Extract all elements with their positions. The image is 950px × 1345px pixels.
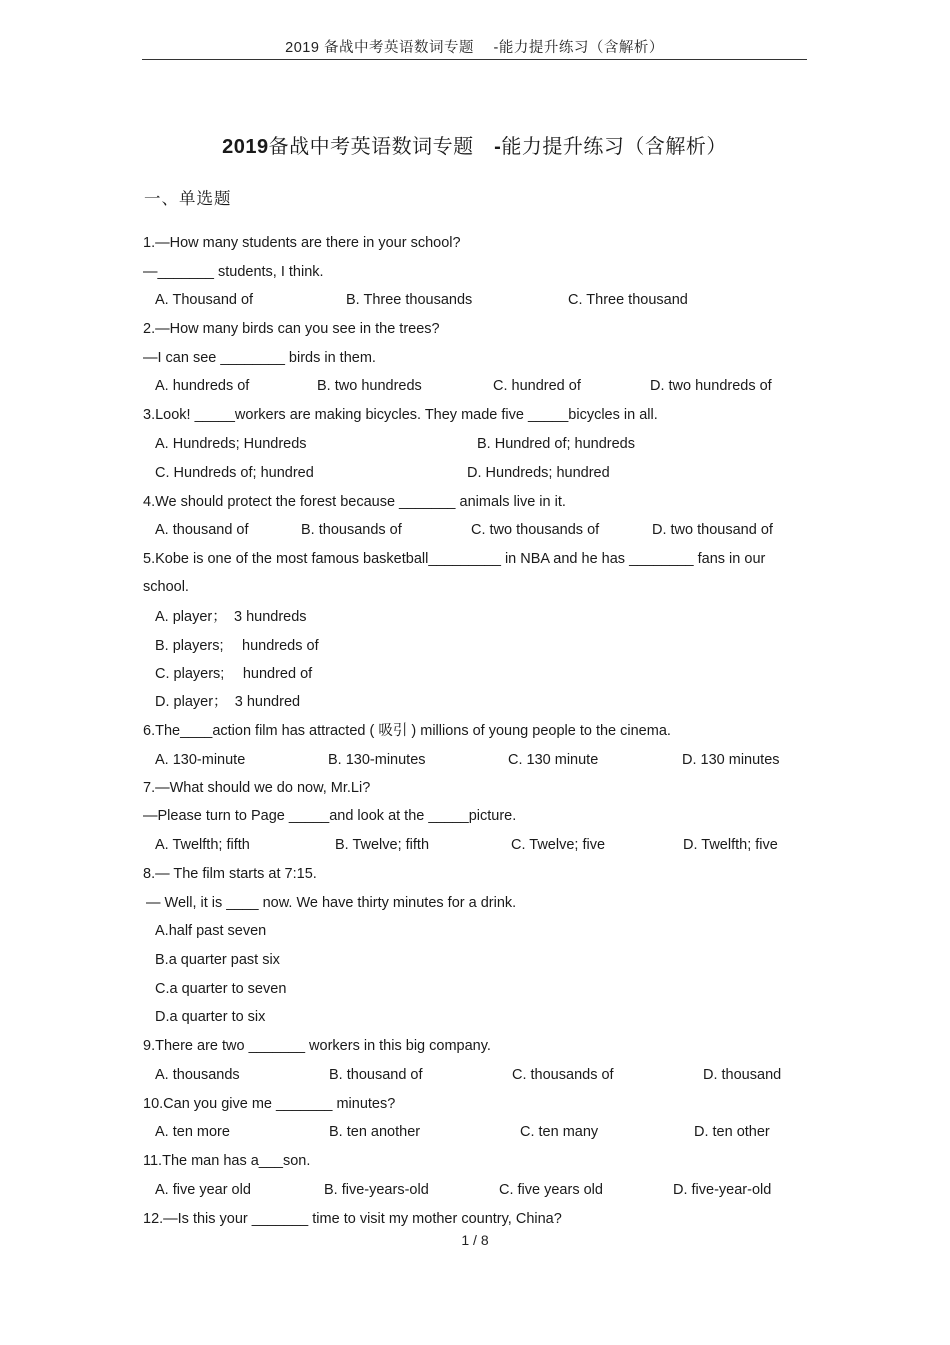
running-header: 2019 备战中考英语数词专题 -能力提升练习（含解析） — [285, 40, 664, 56]
question-7-stem: 7.—What should we do now, Mr.Li? — [143, 780, 371, 796]
q8-option-d[interactable]: D.a quarter to six — [155, 1009, 266, 1025]
q9-option-c[interactable]: C. thousands of — [512, 1067, 614, 1083]
q9-option-b[interactable]: B. thousand of — [329, 1067, 423, 1083]
q10-option-b[interactable]: B. ten another — [329, 1124, 421, 1140]
title-year: 2019 — [222, 136, 269, 158]
q8-option-a[interactable]: A.half past seven — [155, 923, 267, 939]
q3-option-d[interactable]: D. Hundreds; hundred — [467, 465, 610, 481]
q10-option-c[interactable]: C. ten many — [520, 1124, 599, 1140]
question-4-stem: 4.We should protect the forest because _______ animals live in it. — [143, 494, 566, 510]
question-12-stem: 12.—Is this your _______ time to visit my mother country, China? — [143, 1211, 562, 1227]
q1-option-b[interactable]: B. Three thousands — [346, 292, 473, 308]
q11-option-a[interactable]: A. five year old — [155, 1182, 251, 1198]
q11-option-d[interactable]: D. five-year-old — [673, 1182, 772, 1198]
q2-option-c[interactable]: C. hundred of — [493, 378, 581, 394]
title-subtitle: 能力提升练习（含解析） — [501, 136, 727, 158]
q3-option-b[interactable]: B. Hundred of; hundreds — [477, 436, 635, 452]
question-11-stem: 11.The man has a___son. — [143, 1153, 311, 1169]
q3-option-c[interactable]: C. Hundreds of; hundred — [155, 465, 314, 481]
question-6-stem: 6.The____action film has attracted ( 吸引 ) millions of young people to the cinema. — [143, 723, 671, 739]
q2-option-a[interactable]: A. hundreds of — [155, 378, 250, 394]
section-heading: 一、单选题 — [144, 190, 232, 208]
q9-option-d[interactable]: D. thousand — [703, 1067, 782, 1083]
q11-option-c[interactable]: C. five years old — [499, 1182, 603, 1198]
q5-option-a[interactable]: A. player； 3 hundreds — [155, 609, 307, 625]
q5-option-b[interactable]: B. players; hundreds of — [155, 638, 319, 654]
q10-option-a[interactable]: A. ten more — [155, 1124, 230, 1140]
question-5-stem-continued: school. — [143, 579, 189, 595]
question-5-stem: 5.Kobe is one of the most famous basketball_________ in NBA and he has ________ fans in our — [143, 551, 766, 567]
q10-option-d[interactable]: D. ten other — [694, 1124, 770, 1140]
q4-option-a[interactable]: A. thousand of — [155, 522, 249, 538]
q4-option-c[interactable]: C. two thousands of — [471, 522, 600, 538]
title-main: 备战中考英语数词专题 — [268, 136, 474, 158]
question-10-stem: 10.Can you give me _______ minutes? — [143, 1096, 396, 1112]
q7-option-a[interactable]: A. Twelfth; fifth — [155, 837, 250, 853]
q8-option-c[interactable]: C.a quarter to seven — [155, 981, 287, 997]
question-2-blank-line: —I can see ________ birds in them. — [143, 350, 376, 366]
q3-option-a[interactable]: A. Hundreds; Hundreds — [155, 436, 307, 452]
q7-option-b[interactable]: B. Twelve; fifth — [335, 837, 430, 853]
question-3-stem: 3.Look! _____workers are making bicycles. They made five _____bicycles in all. — [143, 407, 658, 423]
question-2-stem: 2.—How many birds can you see in the trees? — [143, 321, 440, 337]
q1-option-a[interactable]: A. Thousand of — [155, 292, 254, 308]
q6-option-d[interactable]: D. 130 minutes — [682, 752, 780, 768]
q4-option-b[interactable]: B. thousands of — [301, 522, 402, 538]
q6-option-b[interactable]: B. 130-minutes — [328, 752, 426, 768]
header-rule — [142, 59, 807, 60]
q6-option-a[interactable]: A. 130-minute — [155, 752, 246, 768]
q11-option-b[interactable]: B. five-years-old — [324, 1182, 429, 1198]
q8-option-b[interactable]: B.a quarter past six — [155, 952, 280, 968]
q7-option-d[interactable]: D. Twelfth; five — [683, 837, 778, 853]
q6-option-c[interactable]: C. 130 minute — [508, 752, 599, 768]
question-7-blank-line: —Please turn to Page _____and look at the _____picture. — [143, 808, 517, 824]
question-1-blank-line: —_______ students, I think. — [143, 264, 324, 280]
q9-option-a[interactable]: A. thousands — [155, 1067, 240, 1083]
q2-option-d[interactable]: D. two hundreds of — [650, 378, 772, 394]
question-8-blank-line: — Well, it is ____ now. We have thirty minutes for a drink. — [146, 895, 517, 911]
document-title — [142, 130, 807, 159]
question-1-stem: 1.—How many students are there in your school? — [143, 235, 461, 251]
page-number: 1 / 8 — [461, 1232, 489, 1248]
q5-option-d[interactable]: D. player； 3 hundred — [155, 694, 301, 710]
question-9-stem: 9.There are two _______ workers in this big company. — [143, 1038, 491, 1054]
q5-option-c[interactable]: C. players; hundred of — [155, 666, 313, 682]
q7-option-c[interactable]: C. Twelve; five — [511, 837, 606, 853]
question-8-stem: 8.— The film starts at 7:15. — [143, 866, 317, 882]
q1-option-c[interactable]: C. Three thousand — [568, 292, 688, 308]
q2-option-b[interactable]: B. two hundreds — [317, 378, 422, 394]
title-dash: - — [494, 136, 502, 158]
q4-option-d[interactable]: D. two thousand of — [652, 522, 773, 538]
